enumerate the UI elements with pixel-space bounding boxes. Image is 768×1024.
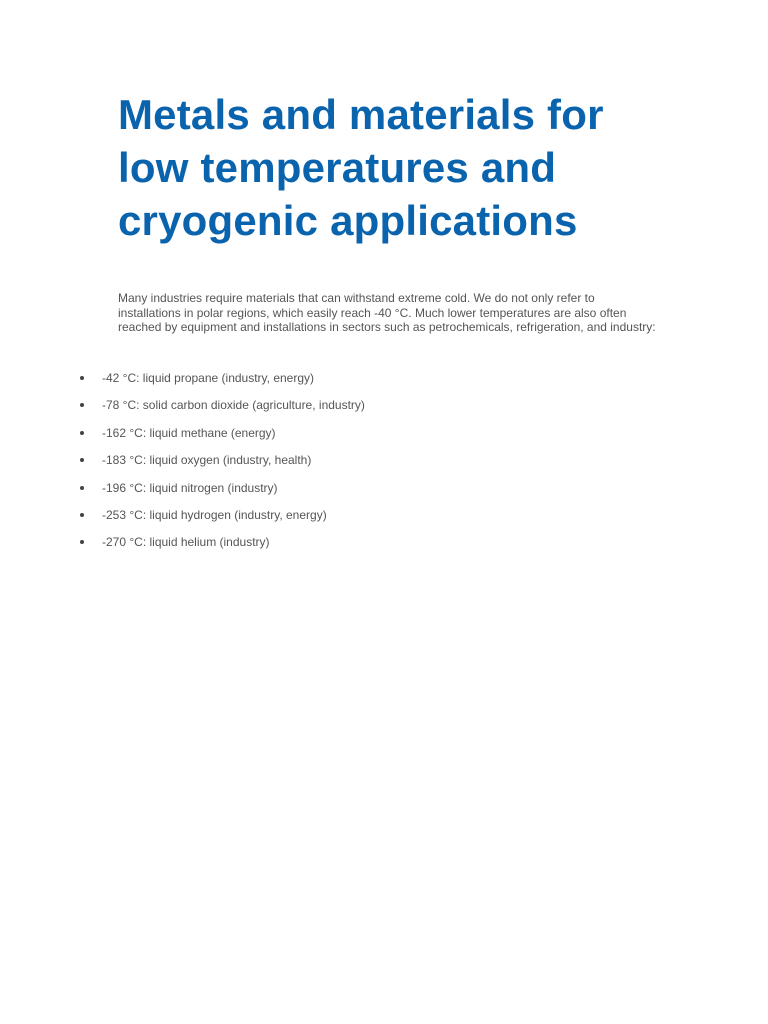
- intro-paragraph: Many industries require materials that can withstand extreme cold. We do not only refer to installations in polar regions, which easily reach -40 °C. Much lower temperatures are also often reached by equipment and installations in sectors such as petrochemicals, refrigeration, and industry:: [118, 291, 656, 335]
- list-item-text: -196 °C: liquid nitrogen (industry): [102, 480, 278, 495]
- bullet-icon: [80, 513, 84, 517]
- list-item: [80, 479, 680, 506]
- list-item: [80, 451, 680, 478]
- list-item-text: -42 °C: liquid propane (industry, energy): [102, 371, 315, 385]
- bullet-icon: [80, 486, 84, 490]
- list-item-text: -253 °C: liquid hydrogen (industry, energy): [102, 507, 327, 522]
- bullet-icon: [80, 403, 84, 407]
- list-item: [80, 533, 680, 560]
- list-item: [80, 506, 680, 533]
- list-item-text: -162 °C: liquid methane (energy): [102, 425, 276, 440]
- list-item-text: -78 °C: solid carbon dioxide (agriculture, industry): [102, 398, 365, 413]
- bullet-icon: [80, 458, 84, 462]
- list-item: [80, 369, 680, 396]
- list-item: [80, 396, 680, 423]
- list-item-text: -183 °C: liquid oxygen (industry, health): [102, 453, 312, 468]
- bullet-icon: [80, 540, 84, 544]
- bullet-icon: [80, 431, 84, 435]
- bullet-icon: [80, 376, 84, 380]
- list-item: [80, 424, 680, 451]
- temperature-list: [80, 369, 680, 561]
- page-title: Metals and materials for low temperatures and cryogenic applications: [118, 91, 604, 244]
- list-item-text: -270 °C: liquid helium (industry): [102, 535, 270, 550]
